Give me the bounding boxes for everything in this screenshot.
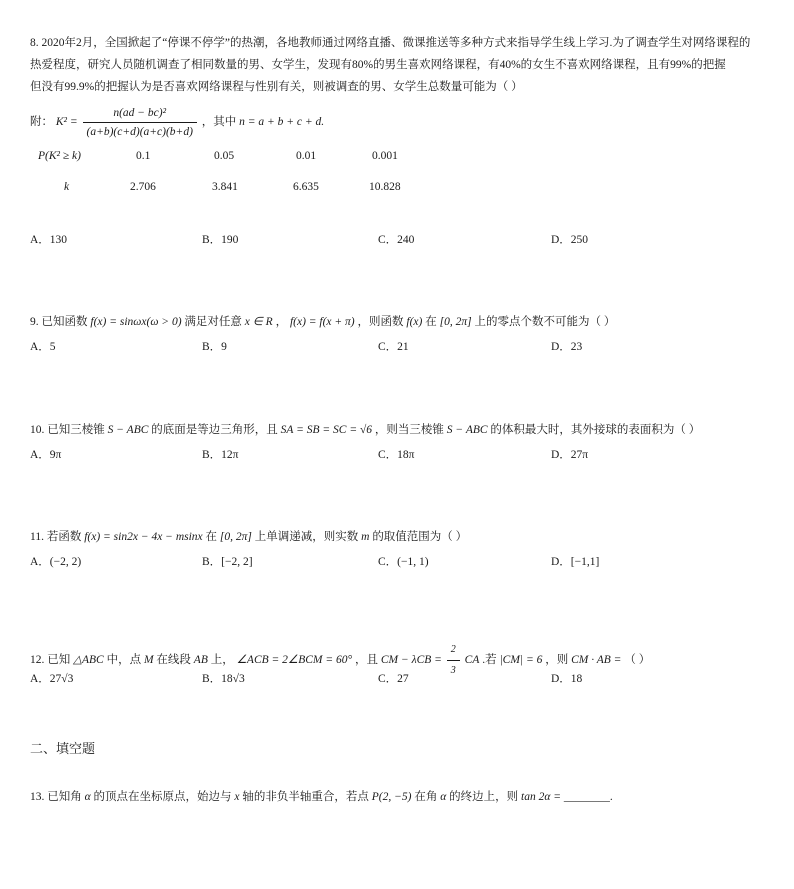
q9-function: f(x) = sinωx(ω > 0) [90,316,182,328]
q8-table-cell: 0.1 [136,150,151,162]
q9-stem [30,315,615,330]
q13-answer-blank[interactable]: ________. [563,791,613,803]
q8-frac-num: n(ad − bc)² [83,104,197,123]
q12-frac-num: 2 [447,640,460,661]
q12-vector-ca: CA [464,654,480,667]
q9-fx: f(x) [406,316,423,328]
q8-table-cell: 0.001 [372,150,398,162]
q8-table-row2-head: k [64,181,70,193]
q13-text-b: 的顶点在坐标原点，始边与 [93,791,232,803]
q12-text-e: ，且 [354,654,378,667]
option-d: D．[−1,1] [551,556,600,568]
q13-alpha: α [84,791,91,803]
q9-text-f: 上的零点个数不可能为（ ） [474,316,616,328]
q13-text-a: 13. 已知角 [30,791,82,803]
q13-alpha2: α [440,791,447,803]
section-heading: 二、填空题 [30,742,96,757]
q8-line3: 但没有99.9%的把握认为是否喜欢网络课程与性别有关，则被调查的男、女学生总数量可能为（ ） [30,81,523,93]
q8-formula [30,104,324,141]
q8-table-cell: 0.05 [214,150,235,162]
q9-text-a: 9. 已知函数 [30,316,88,328]
q9-text-e: 在 [425,316,437,328]
option-d: D．27π [551,449,589,461]
q12-text-h: （ ） [624,654,651,667]
q13-text-d: 在角 [414,791,438,803]
q10-tetra2: S − ABC [446,424,488,436]
q13-point: P(2, −5) [371,791,412,803]
q12-fraction [447,640,460,681]
option-b: B．9 [202,341,227,353]
q12-text-g: ，则 [545,654,569,667]
option-c: C．240 [378,234,415,246]
q12-text-d: 上， [210,654,234,667]
option-c: C．21 [378,341,409,353]
option-a: A．27√3 [30,673,74,685]
q8-table-cell: 2.706 [130,181,156,193]
q12-modulus: |CM| = 6 [499,654,543,667]
q8-table-row1-head: P(K² ≥ k) [38,150,81,162]
q11-interval: [0, 2π] [219,531,252,543]
option-d: D．250 [551,234,589,246]
q11-function: f(x) = sin2x − 4x − msinx [84,531,203,543]
option-b: B．190 [202,234,239,246]
option-a: A．130 [30,234,68,246]
q8-table-cell: 3.841 [212,181,238,193]
q12-frac-den: 3 [450,665,456,676]
q12-angle: ∠ACB = 2∠BCM = 60° [236,654,353,667]
option-c: C．18π [378,449,415,461]
q11-text-b: 在 [205,531,218,543]
q11-m: m [361,531,370,543]
q10-text-d: 的体积最大时，其外接球的表面积为（ ） [490,424,701,436]
q11-text-c: 上单调递减，则实数 [254,531,359,543]
option-c: C．(−1, 1) [378,556,429,568]
q12-m: M [143,654,154,667]
q8-table-cell: 10.828 [369,181,401,193]
q8-attach-suffix: ，其中 [201,116,237,129]
q8-k2: K² = [55,116,78,129]
q8-table-cell: 6.635 [293,181,319,193]
q8-n-def: n = a + b + c + d. [239,116,325,129]
q10-text-a: 10. 已知三棱锥 [30,424,105,436]
option-b: B．12π [202,449,239,461]
q13-stem [30,790,613,805]
q9-equation: f(x) = f(x + π) [289,316,355,328]
option-a: A．9π [30,449,62,461]
q13-text-e: 的终边上，则 [449,791,519,803]
q8-fraction [83,104,197,141]
q9-text-c: ， [275,316,288,328]
q9-condition: x ∈ R [244,316,273,328]
option-d: D．23 [551,341,583,353]
q13-text-c: 轴的非负半轴重合，若点 [242,791,369,803]
q8-line1: 8. 2020年2月，全国掀起了“停课不停学”的热潮，各地教师通过网络直播、微课推送等多种方式来指导学生线上学习.为了调查学生对网络课程的 [30,37,751,49]
q10-text-b: 的底面是等边三角形，且 [151,424,278,436]
q11-text-a: 11. 若函数 [30,531,82,543]
q12-vector-eq: CM − λCB = [380,654,442,667]
q8-frac-den: (a+b)(c+d)(a+c)(b+d) [86,126,193,138]
q13-tan: tan 2α = [521,791,562,803]
q10-tetra: S − ABC [107,424,149,436]
q13-x: x [234,791,240,803]
q9-interval: [0, 2π] [439,316,472,328]
q10-stem [30,423,700,438]
q8-line2: 热爱程度，研究人员随机调查了相同数量的男、女学生，发现有80%的男生喜欢网络课程，有40%的女生不喜欢网络课程，且有99%的把握 [30,59,726,71]
option-d: D．18 [551,673,583,685]
option-b: B．18√3 [202,673,245,685]
q11-stem [30,530,467,545]
q12-ab: AB [193,654,208,667]
q9-text-b: 满足对任意 [184,316,242,328]
option-b: B．[−2, 2] [202,556,253,568]
q8-table-cell: 0.01 [296,150,317,162]
q10-text-c: ，则当三棱锥 [374,424,444,436]
q10-equation: SA = SB = SC = √6 [280,424,373,436]
q12-text-a: 12. 已知 [30,654,71,667]
option-c: C．27 [378,673,409,685]
q12-dot-product: CM · AB = [571,654,622,667]
q12-text-f: .若 [482,654,497,667]
option-a: A．(−2, 2) [30,556,82,568]
q8-attach-prefix: 附： [30,116,53,129]
q12-text-c: 在线段 [156,654,191,667]
option-a: A．5 [30,341,56,353]
q9-text-d: ，则函数 [357,316,404,328]
q12-triangle: △ABC [73,654,104,667]
q11-text-d: 的取值范围为（ ） [372,531,468,543]
q12-text-b: 中，点 [106,654,142,667]
